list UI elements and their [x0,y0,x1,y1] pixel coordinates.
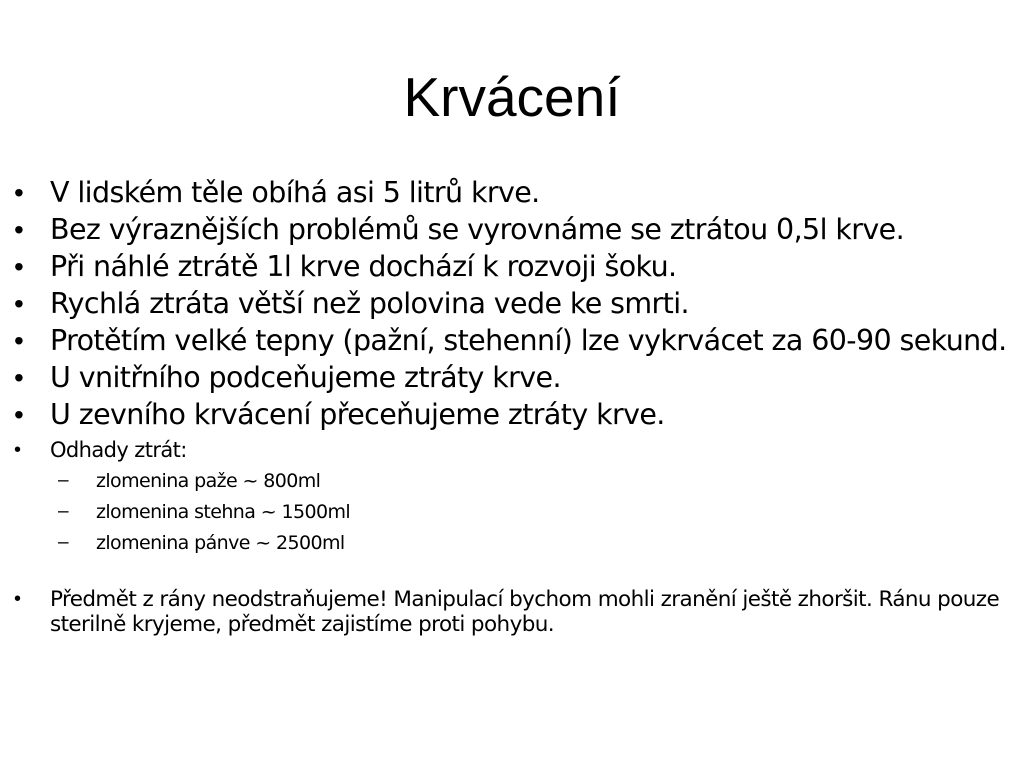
bullet-icon: • [14,439,21,461]
estimate-item [58,530,1014,556]
estimate-text: zlomenina paže ~ 800ml [96,470,321,492]
bullet-icon: • [14,325,24,356]
dash-icon: – [58,532,68,553]
estimate-text: zlomenina pánve ~ 2500ml [96,532,345,554]
slide-title: Krvácení [403,66,621,128]
bullet-text: Rychlá ztráta větší než polovina vede ke smrti. [50,287,690,320]
bullet-text: U zevního krvácení přeceňujeme ztráty krve. [50,398,665,431]
bullet-text: V lidském těle obíhá asi 5 litrů krve. [50,176,540,209]
bullet-text: Bez výraznějších problémů se vyrovnáme se ztrátou 0,5l krve. [50,213,905,246]
bullet-text: Protětím velké tepny (pažní, stehenní) lze vykrvácet za 60-90 sekund. [50,324,1007,357]
bullet-text: Při náhlé ztrátě 1l krve dochází k rozvoji šoku. [50,250,677,283]
bullet-item [14,252,1014,282]
estimates-heading [14,437,1014,463]
bullet-text: U vnitřního podceňujeme ztráty krve. [50,361,561,394]
bullet-icon: • [14,399,24,430]
bullet-item [14,400,1014,430]
bullet-item [14,215,1014,245]
bullet-icon: • [14,588,21,610]
estimate-item [58,468,1014,494]
bullet-item [14,289,1014,319]
bullet-icon: • [14,251,24,282]
bullet-icon: • [14,362,24,393]
bullet-item [14,363,1014,393]
dash-icon: – [58,501,68,522]
estimate-text: zlomenina stehna ~ 1500ml [96,501,351,523]
bullet-item [14,326,1014,356]
final-note-text: Předmět z rány neodstraňujeme! Manipulací bychom mohli zranění ještě zhoršit. Ránu pouze sterilně kryjeme, předmět zajistíme proti pohybu. [50,587,1000,637]
bullet-list [14,178,1014,637]
bullet-item [14,178,1014,208]
final-note [14,587,1014,637]
bullet-icon: • [14,214,24,245]
bullet-icon: • [14,288,24,319]
dash-icon: – [58,470,68,491]
bullet-icon: • [14,177,24,208]
estimates-label: Odhady ztrát: [50,438,187,462]
estimate-item [58,499,1014,525]
